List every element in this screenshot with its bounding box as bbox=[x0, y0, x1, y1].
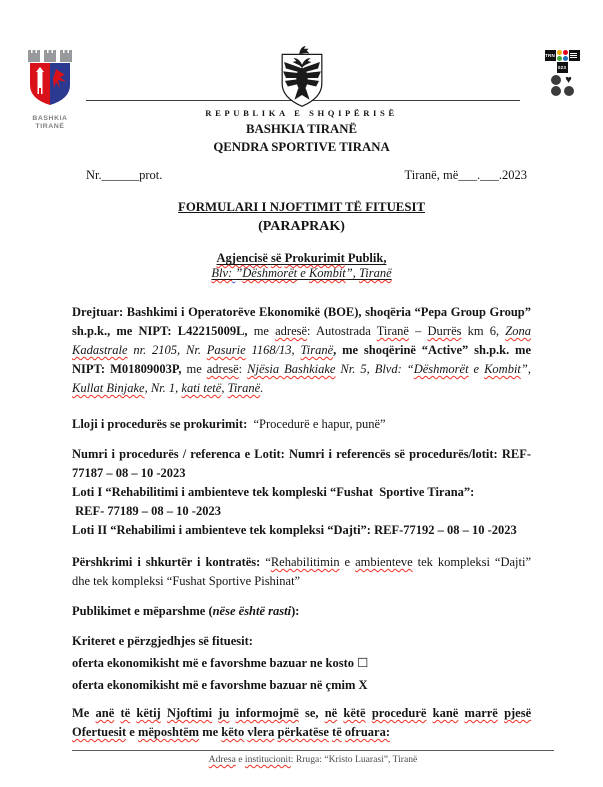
title-block bbox=[72, 199, 531, 236]
paragraph-kriteret: Kriteret e përzgjedhjes së fituesit: bbox=[72, 634, 253, 648]
paragraph-numri: Numri i procedurës / referenca e Lotit: Numri i referencës së procedurës/lotit: REF-77187 – 08 – 10 -2023 bbox=[72, 447, 531, 480]
footer-address: Adresa e institucionit: Rruga: “Kristo Luarasi”, Tiranë bbox=[208, 754, 418, 765]
letterhead bbox=[0, 107, 603, 155]
document-subtitle: (PARAPRAK) bbox=[258, 219, 345, 234]
paragraph-pershkrimi: Përshkrimi i shkurtër i kontratës: “Rehabilitimin e ambienteve tek kompleksi “Dajti” dhe tek kompleksi “Fushat Sportive Pishinat” bbox=[72, 555, 531, 588]
page-footer bbox=[72, 750, 554, 766]
paragraph-publikimet: Publikimet e mëparshme (nëse është rasti): bbox=[72, 604, 300, 618]
logo-circle-icons bbox=[550, 75, 575, 96]
paragraph-ref-loti-1: REF- 77189 – 08 – 10 -2023 bbox=[72, 504, 221, 518]
code-box: 023 bbox=[557, 62, 568, 73]
paragraph-loti-2: Loti II “Rehabilimi i ambienteve tek kompleksi “Dajti”: REF-77192 – 08 – 10 -2023 bbox=[72, 523, 517, 537]
protocol-number-line: Nr.______prot. bbox=[86, 168, 163, 182]
institution-name: QENDRA SPORTIVE TIRANA bbox=[213, 140, 390, 154]
text-block-icon bbox=[569, 50, 580, 61]
date-line: Tiranë, më___.___.2023 bbox=[404, 168, 527, 182]
paragraph-lloji: Lloji i procedurës se prokurimit: “Procedurë e hapur, punë” bbox=[72, 417, 386, 431]
recipient-line-2: Blv: ”Dëshmorët e Kombit”, Tiranë bbox=[211, 266, 392, 280]
tirana-023-logo bbox=[543, 50, 581, 96]
paragraph-njoftimi: Me anë të këtij Njoftimi ju informojmë se, në këtë procedurë kanë marrë pjesë Ofertuesit e mëposhtëm me këto vlera përkatëse të ofruara: bbox=[72, 706, 532, 739]
paragraph-drejtuar: Drejtuar: Bashkimi i Operatorëve Ekonomikë (BOE), shoqëria “Pepa Group Group” sh.p.k., me NIPT: L42215009L, me adresë: Autostrada Tiranë – Durrës km 6, Zona Kadastrale nr. 2105, Nr. Pasurie 1168/13, Tiranë, me shoqërinë “Active” sh.p.k. me NIPT: M01809003P, me adresë: Njësia Bashkiake Nr. 5, Blvd: “Dëshmorët e Kombit”, Kullat Binjake, Nr. 1, kati tetë, Tiranë. bbox=[72, 305, 532, 395]
document-body bbox=[72, 166, 531, 742]
republic-line: REPUBLIKA E SHQIPËRISË bbox=[205, 108, 398, 118]
circle-icon bbox=[564, 86, 574, 96]
circle-icon bbox=[551, 75, 561, 85]
recipient-line-1: Agjencisë së Prokurimit Publik, bbox=[216, 251, 387, 265]
paragraph-oferta-cmim: oferta ekonomikisht më e favorshme bazuar në çmim X bbox=[72, 678, 368, 692]
document-title: FORMULARI I NJOFTIMIT TË FITUESIT bbox=[178, 200, 425, 214]
paragraph-oferta-kosto: oferta ekonomikisht më e favorshme bazuar ne kosto ☐ bbox=[72, 656, 369, 670]
protocol-date-row bbox=[72, 166, 531, 184]
bashkia-tirana-shield-icon bbox=[26, 50, 74, 108]
circle-icon bbox=[551, 86, 561, 96]
left-logo-caption: BASHKIA TIRANË bbox=[32, 115, 68, 130]
heart-icon: ♥ bbox=[565, 74, 572, 86]
color-dots-icon bbox=[557, 50, 568, 61]
paragraph-loti-1: Loti I “Rehabilitimi i ambienteve tek kompleski “Fushat Sportive Tirana”: bbox=[72, 485, 475, 499]
recipient-block bbox=[72, 251, 531, 281]
trn-box: TRN bbox=[545, 50, 556, 61]
municipality-name: BASHKIA TIRANË bbox=[245, 122, 358, 136]
